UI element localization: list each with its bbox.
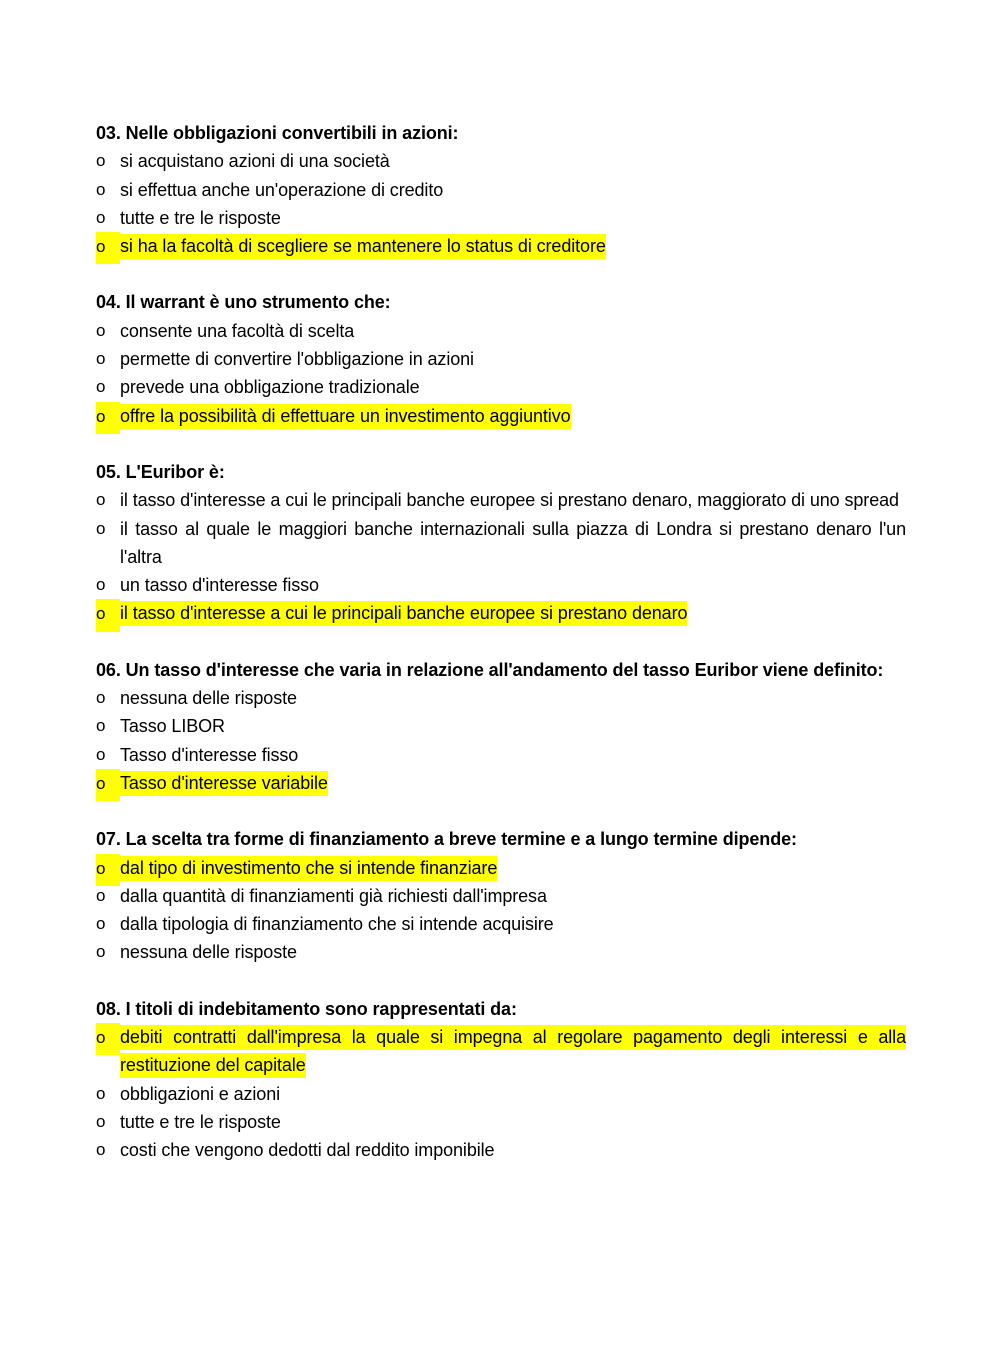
bullet-icon: o [96,942,106,962]
answer-option-correct [96,854,906,882]
option-text: tutte e tre le risposte [120,207,281,228]
option-text-highlighted: offre la possibilità di effettuare un investimento aggiuntivo [120,404,571,429]
question-title: 03. Nelle obbligazioni convertibili in azioni: [96,123,459,143]
option-text: prevede una obbligazione tradizionale [120,377,420,398]
answer-option [96,147,906,175]
question-05 [96,458,906,628]
bullet-icon: o [96,349,106,369]
option-text: dalla quantità di finanziamenti già richiesti dall'impresa [120,885,547,906]
option-text: permette di convertire l'obbligazione in azioni [120,349,474,370]
answer-option [96,1108,906,1136]
option-text: Tasso LIBOR [120,716,225,737]
answer-option-correct [96,769,906,797]
option-text: dalla tipologia di finanziamento che si intende acquisire [120,914,554,935]
answer-option [96,910,906,938]
option-list [96,1023,906,1164]
option-text: nessuna delle risposte [120,688,297,709]
option-text: si effettua anche un'operazione di credito [120,179,444,200]
answer-option [96,712,906,740]
option-text: obbligazioni e azioni [120,1083,281,1104]
question-title: 04. Il warrant è uno strumento che: [96,292,391,313]
answer-option [96,938,906,966]
answer-option [96,373,906,401]
bullet-icon: o [96,1083,106,1103]
answer-option [96,882,906,910]
option-text-highlighted: Tasso d'interesse variabile [120,771,328,796]
bullet-icon: o [96,518,106,538]
answer-option-correct [96,1023,906,1080]
option-text: nessuna delle risposte [120,942,297,963]
question-title: 05. L'Euribor è: [96,461,225,482]
bullet-icon: o [96,490,106,510]
bullet-icon: o [96,854,120,886]
bullet-icon: o [96,688,106,708]
question-03 [96,119,906,260]
bullet-icon: o [96,885,106,905]
quiz-page [96,119,906,1193]
option-list [96,684,906,797]
bullet-icon: o [96,232,120,264]
option-text: tutte e tre le risposte [120,1111,281,1132]
option-text: un tasso d'interesse fisso [120,575,319,596]
answer-option [96,1136,906,1164]
answer-option-correct [96,402,906,430]
bullet-icon: o [96,151,106,171]
bullet-icon: o [96,1023,120,1055]
bullet-icon: o [96,402,120,434]
answer-option [96,317,906,345]
option-text: costi che vengono dedotti dal reddito imponibile [120,1140,495,1161]
question-title: 07. La scelta tra forme di finanziamento a breve termine e a lungo termine dipende: [96,829,797,850]
option-text-highlighted: debiti contratti dall'impresa la quale si impegna al regolare pagamento degli interessi e alla restituzione del capitale [120,1025,906,1078]
answer-option [96,741,906,769]
question-title: 08. I titoli di indebitamento sono rappresentati da: [96,998,517,1019]
bullet-icon: o [96,716,106,736]
answer-option [96,515,906,572]
bullet-icon: o [96,1140,106,1160]
answer-option-correct [96,599,906,627]
bullet-icon: o [96,599,120,631]
answer-option [96,571,906,599]
option-list [96,317,906,430]
bullet-icon: o [96,575,106,595]
answer-option [96,1080,906,1108]
option-text-highlighted: dal tipo di investimento che si intende finanziare [120,856,497,881]
bullet-icon: o [96,179,106,199]
answer-option [96,486,906,514]
answer-option [96,345,906,373]
bullet-icon: o [96,914,106,934]
answer-option-correct [96,232,906,260]
answer-option [96,204,906,232]
option-text-highlighted: il tasso d'interesse a cui le principali banche europee si prestano denaro [120,601,687,626]
bullet-icon: o [96,207,106,227]
question-08 [96,995,906,1165]
option-list [96,854,906,967]
bullet-icon: o [96,769,120,801]
answer-option [96,176,906,204]
option-text: il tasso d'interesse a cui le principali banche europee si prestano denaro, maggiorato di uno spread [120,490,899,511]
question-06 [96,656,906,797]
question-04 [96,288,906,429]
bullet-icon: o [96,744,106,764]
option-text: si acquistano azioni di una società [120,151,390,172]
question-title: 06. Un tasso d'interesse che varia in relazione all'andamento del tasso Euribor viene definito: [96,659,884,680]
option-text: consente una facoltà di scelta [120,320,355,341]
bullet-icon: o [96,1111,106,1131]
option-list [96,147,906,260]
bullet-icon: o [96,377,106,397]
question-07 [96,825,906,966]
option-text: il tasso al quale le maggiori banche internazionali sulla piazza di Londra si prestano denaro l'un l'altra [120,518,906,567]
option-text: Tasso d'interesse fisso [120,744,299,765]
answer-option [96,684,906,712]
option-list [96,486,906,627]
bullet-icon: o [96,320,106,340]
option-text-highlighted: si ha la facoltà di scegliere se mantenere lo status di creditore [120,234,606,259]
